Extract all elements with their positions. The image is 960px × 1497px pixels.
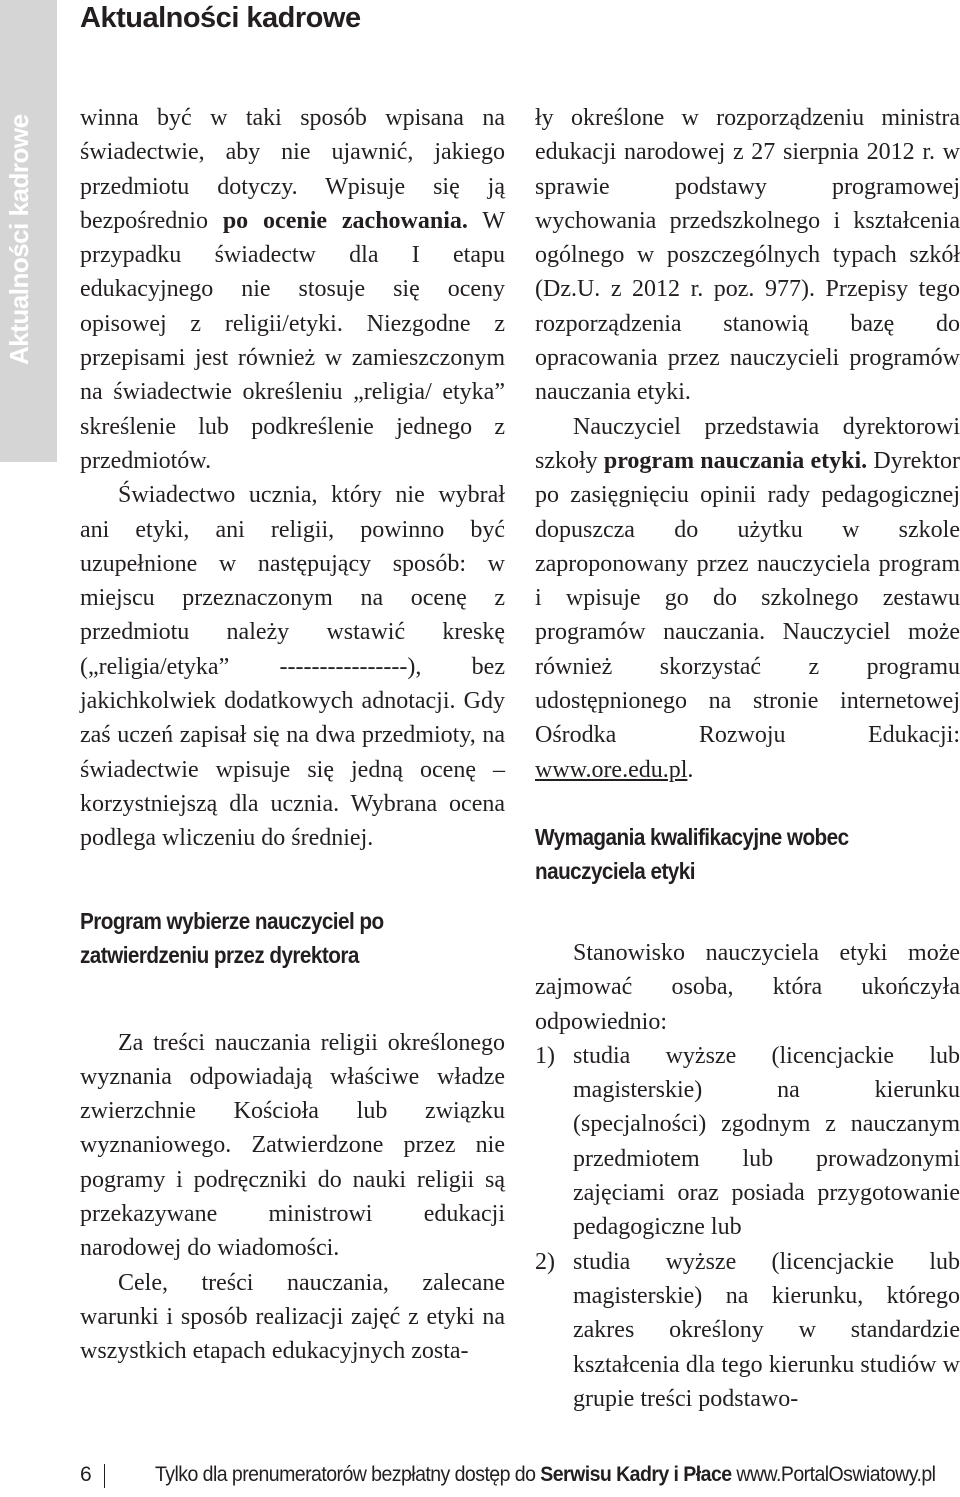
side-band-label: Aktualności kadrowe [4,114,34,365]
bold-text: program nauczania etyki. [603,447,868,474]
text-run: . [687,756,694,783]
list-item [535,1039,960,1245]
page-header-title: Aktualności kadrowe [80,2,361,34]
text-run: Nauczyciel przedstawia dyrektorowi szkoły [535,413,960,474]
text-run: Tylko dla prenumeratorów bezpłatny dostęp do [155,1463,541,1486]
list-item [535,1245,960,1416]
list-item-text: studia wyższe (licencjackie lub magisterskie) na kierunku, którego zakres określony w standardzie kształcenia dla tego kierunku studiów w grupie treści podstawo- [573,1248,960,1412]
side-band [0,0,57,462]
list-number: 2) [535,1248,555,1275]
list-item-text: studia wyższe (licencjackie lub magisterskie) na kierunku (specjalności) zgodnym z nauczanym przedmiotem lub prowadzonymi zajęciami oraz posiada przygotowanie pedagogiczne lub [573,1042,960,1241]
text-run: winna być w taki sposób wpisana na świadectwie, aby nie ujawnić, jakiego przedmiotu dotyczy. Wpisuje się ją bezpośrednio [80,105,505,234]
section-heading-program: Program wybierze nauczyciel po zatwierdzeniu przez dyrektora [80,907,384,968]
ore-link[interactable]: www.ore.edu.pl [535,756,688,783]
text-run: Dyrektor po zasięgnięciu opinii rady pedagogicznej dopuszcza do użytku w szkole zaproponowany przez nauczyciela program i wpisuje go do szkolnego zestawu programów nauczania. Nauczyciel może również skorzystać z programu udostępnionego na stronie internetowej Ośrodka Rozwoju Edukacji: [535,447,960,749]
text-run: www.PortalOswiatowy.pl [731,1463,936,1486]
right-column [535,101,960,1416]
right-paragraph-3: Stanowisko nauczyciela etyki może zajmować osoba, która ukończyła odpowiednio: [535,939,960,1035]
bold-text: po ocenie zachowania. [222,207,468,234]
list-number: 1) [535,1042,555,1069]
right-paragraph-2 [535,410,960,787]
footer-text [155,1458,935,1492]
left-paragraph-4: Cele, treści nauczania, zalecane warunki i sposób realizacji zajęć z etyki na wszystkich etapach edukacyjnych zosta- [80,1269,505,1365]
footer-divider [104,1464,105,1488]
bold-text: Serwisu Kadry i Płace [540,1463,732,1486]
page-number: 6 [80,1463,92,1486]
text-run: W przypadku świadectw dla I etapu edukacyjnego nie stosuje się oceny opisowej z religii/etyki. Niezgodne z przepisami jest również w zamieszczonym na świadectwie określeniu „religia/ etyka” skreślenie lub podkreślenie jednego z przedmiotów. [80,207,505,474]
left-column [80,101,505,1369]
qualification-list [535,1039,960,1416]
section-heading-requirements: Wymagania kwalifikacyjne wobec nauczyciela etyki [535,823,849,884]
left-paragraph-1 [80,101,505,478]
left-paragraph-3: Za treści nauczania religii określonego wyznania odpowiadają właściwe władze zwierzchnie Kościoła lub związku wyznaniowego. Zatwierdzone przez nie pogramy i podręczniki do nauki religii są przekazywane ministrowi edukacji narodowej do wiadomości. [80,1029,505,1262]
left-paragraph-2: Świadectwo ucznia, który nie wybrał ani etyki, ani religii, powinno być uzupełnione w następujący sposób: w miejscu przeznaczonym na ocenę z przedmiotu należy wstawić kreskę („religia/etyka” ----------------), bez jakichkolwiek dodatkowych adnotacji. Gdy zaś uczeń zapisał się na dwa przedmioty, na świadectwie wpisuje się jedną ocenę – korzystniejszą dla ucznia. Wybrana ocena podlega wliczeniu do średniej. [80,482,505,852]
page-footer [80,1458,960,1492]
right-paragraph-1: ły określone w rozporządzeniu ministra edukacji narodowej z 27 sierpnia 2012 r. w sprawie podstawy programowej wychowania przedszkolnego i kształcenia ogólnego w poszczególnych typach szkół (Dz.U. z 2012 r. poz. 977). Przepisy tego rozporządzenia stanowią bazę do opracowania przez nauczycieli programów nauczania etyki. [535,105,960,406]
